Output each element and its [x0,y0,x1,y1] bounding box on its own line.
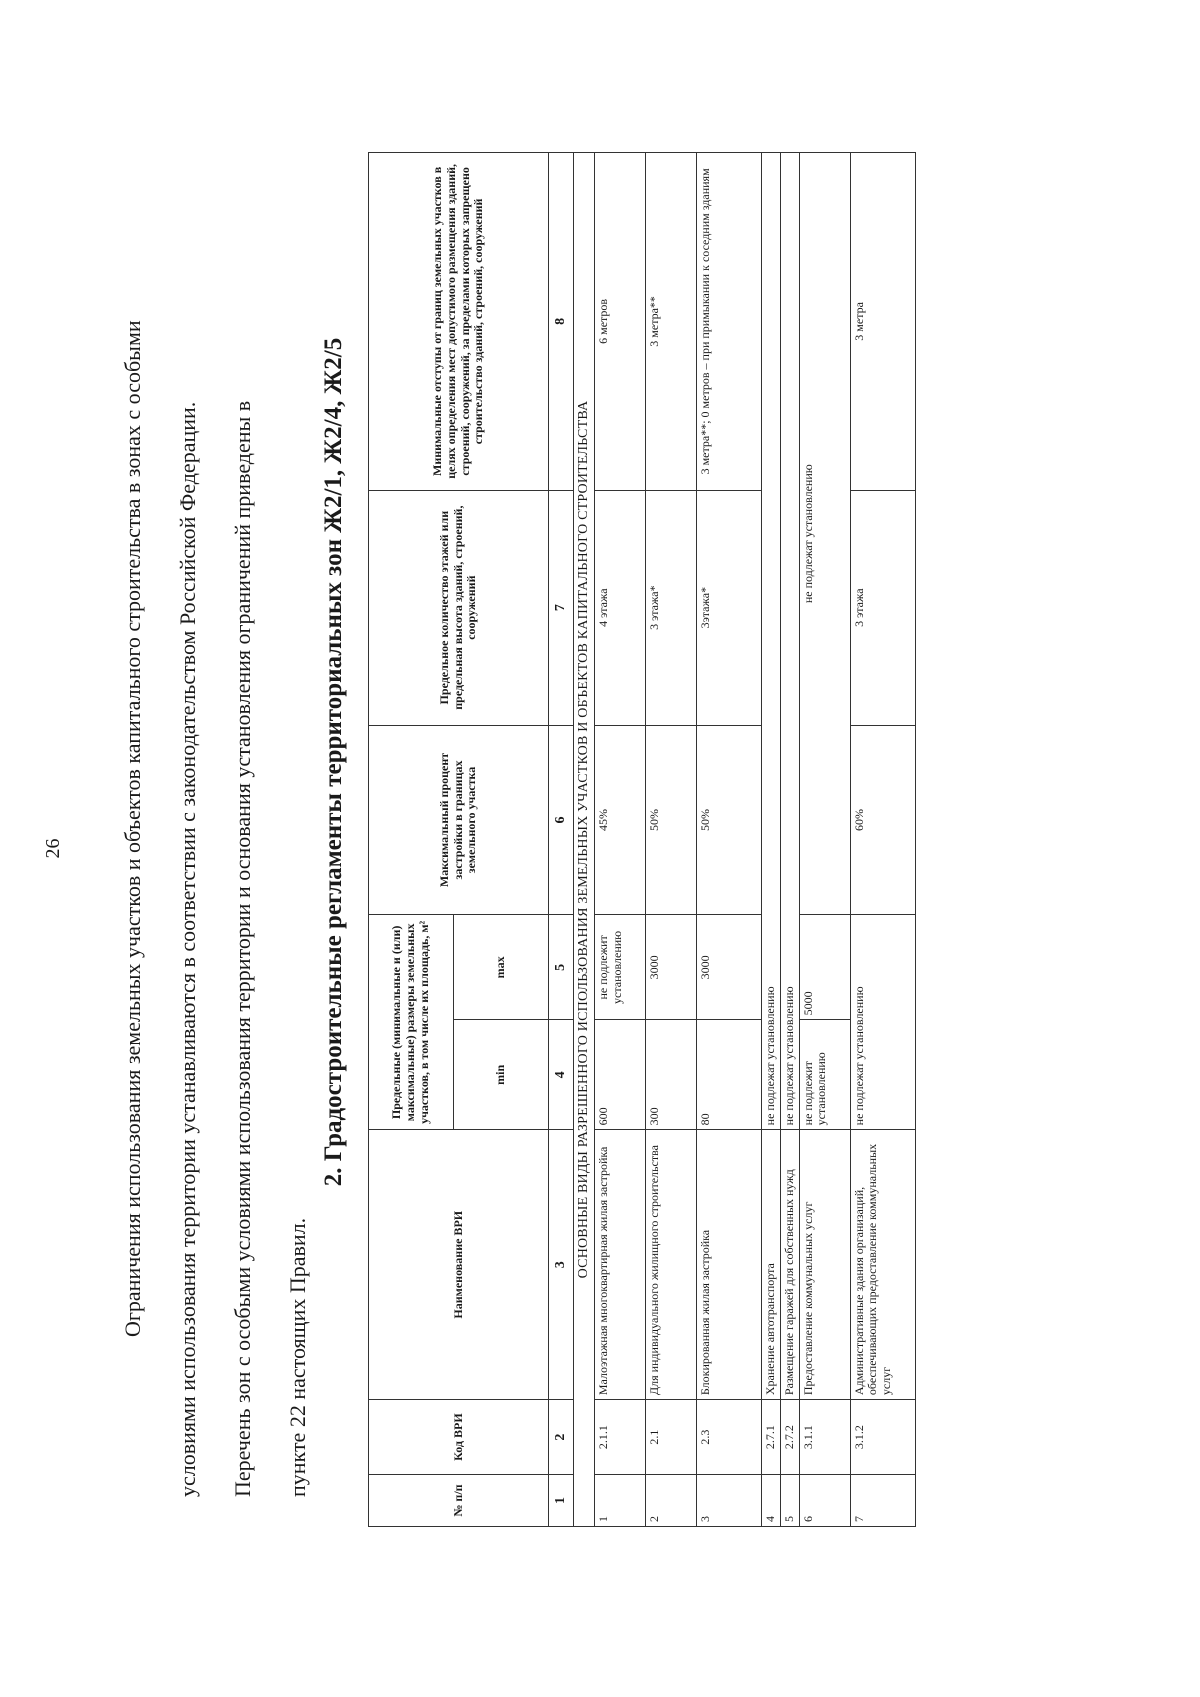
cell-min: не подлежит установлению [799,1020,850,1130]
cell-name: Размещение гаражей для собственных нужд [780,1130,799,1400]
header-code: Код ВРИ [369,1400,549,1475]
cell-floors: 3 этажа [850,490,915,725]
cell-name: Блокированная жилая застройка [697,1130,762,1400]
cell-min: 300 [646,1020,697,1130]
cell-num: 4 [762,1475,781,1527]
cell-code: 3.1.2 [850,1400,915,1475]
cell-code: 3.1.1 [799,1400,850,1475]
cell-code: 2.1.1 [595,1400,646,1475]
table-row [697,153,762,1527]
table-row [646,153,697,1527]
col-number: 2 [549,1400,574,1475]
section-title: ОСНОВНЫЕ ВИДЫ РАЗРЕШЕННОГО ИСПОЛЬЗОВАНИЯ ЗЕМЕЛЬНЫХ УЧАСТКОВ И ОБЪЕКТОВ КАПИТАЛЬНОГО СТРОИТЕЛЬСТВА [574,153,595,1527]
paragraph-line: Перечень зон с особыми условиями использования территории и основания установления ограничений приведены в [230,400,255,1497]
header-floors: Предельное количество этажей или предельная высота зданий, строений, сооружений [369,490,549,725]
col-number: 5 [549,915,574,1020]
cell-code: 2.7.1 [762,1400,781,1475]
header-row [369,153,454,1527]
regulations-table [368,152,916,1527]
section-row [574,153,595,1527]
cell-name: Для индивидуального жилищного строительства [646,1130,697,1400]
cell-floors: 3 этажа* [646,490,697,725]
paragraph-line: Ограничения использования земельных участков и объектов капитального строительства в зонах с особыми [120,320,145,1337]
cell-max: 5000 [799,915,850,1020]
cell-name: Хранение автотранспорта [762,1130,781,1400]
table-row [595,153,646,1527]
cell-percent: 50% [646,725,697,915]
cell-code: 2.7.2 [780,1400,799,1475]
header-setback: Минимальные отступы от границ земельных участков в целях определения мест допустимого размещения зданий, строений, сооружений, за пределами которых запрещено строительство зданий, строений, сооружений [369,153,549,491]
header-sizes: Предельные (минимальные и (или) максимальные) размеры земельных участков, в том числе их площадь, м² [369,915,454,1130]
header-min: min [454,1020,549,1130]
cell-span: не подлежат установлению [762,153,781,1130]
header-max: max [454,915,549,1020]
cell-max: 3000 [697,915,762,1020]
column-number-row [549,153,574,1527]
header-num: № п/п [369,1475,549,1527]
col-number: 3 [549,1130,574,1400]
cell-max: 3000 [646,915,697,1020]
cell-max: не подлежит установлению [595,915,646,1020]
page-number: 26 [42,838,64,859]
cell-name: Административные здания организаций, обеспечивающих предоставление коммунальных услуг [850,1130,915,1400]
table-row [850,153,915,1527]
header-percent: Максимальный процент застройки в границах земельного участка [369,725,549,915]
table-row [762,153,781,1527]
cell-span: не подлежат установлению [780,153,799,1130]
cell-num: 3 [697,1475,762,1527]
cell-percent: 60% [850,725,915,915]
cell-num: 1 [595,1475,646,1527]
cell-min: 600 [595,1020,646,1130]
cell-floors: 3этажа* [697,490,762,725]
cell-code: 2.3 [697,1400,762,1475]
cell-setback: 6 метров [595,153,646,491]
cell-span: не подлежат установлению [799,153,850,915]
col-number: 1 [549,1475,574,1527]
cell-percent: 45% [595,725,646,915]
paragraph-line: пункте 22 настоящих Правил. [285,1217,310,1497]
cell-setback: 3 метра** [646,153,697,491]
cell-minmax: не подлежат установлению [850,915,915,1130]
col-number: 6 [549,725,574,915]
header-name: Наименование ВРИ [369,1130,549,1400]
cell-name: Предоставление коммунальных услуг [799,1130,850,1400]
cell-percent: 50% [697,725,762,915]
col-number: 7 [549,490,574,725]
col-number: 4 [549,1020,574,1130]
cell-num: 2 [646,1475,697,1527]
section-subtitle: 2. Градостроительные регламенты территориальных зон Ж2/1, Ж2/4, Ж2/5 [320,337,347,1187]
paragraph-line: условиями использования территории устанавливаются в соответствии с законодательством Российской Федерации. [175,401,200,1497]
cell-setback: 3 метра**; 0 метров – при примыкании к соседним зданиям [697,153,762,491]
cell-num: 5 [780,1475,799,1527]
cell-name: Малоэтажная многоквартирная жилая застройка [595,1130,646,1400]
col-number: 8 [549,153,574,491]
cell-min: 80 [697,1020,762,1130]
cell-num: 6 [799,1475,850,1527]
cell-code: 2.1 [646,1400,697,1475]
table-row [799,153,850,1527]
table-row [780,153,799,1527]
cell-setback: 3 метра [850,153,915,491]
cell-num: 7 [850,1475,915,1527]
cell-floors: 4 этажа [595,490,646,725]
